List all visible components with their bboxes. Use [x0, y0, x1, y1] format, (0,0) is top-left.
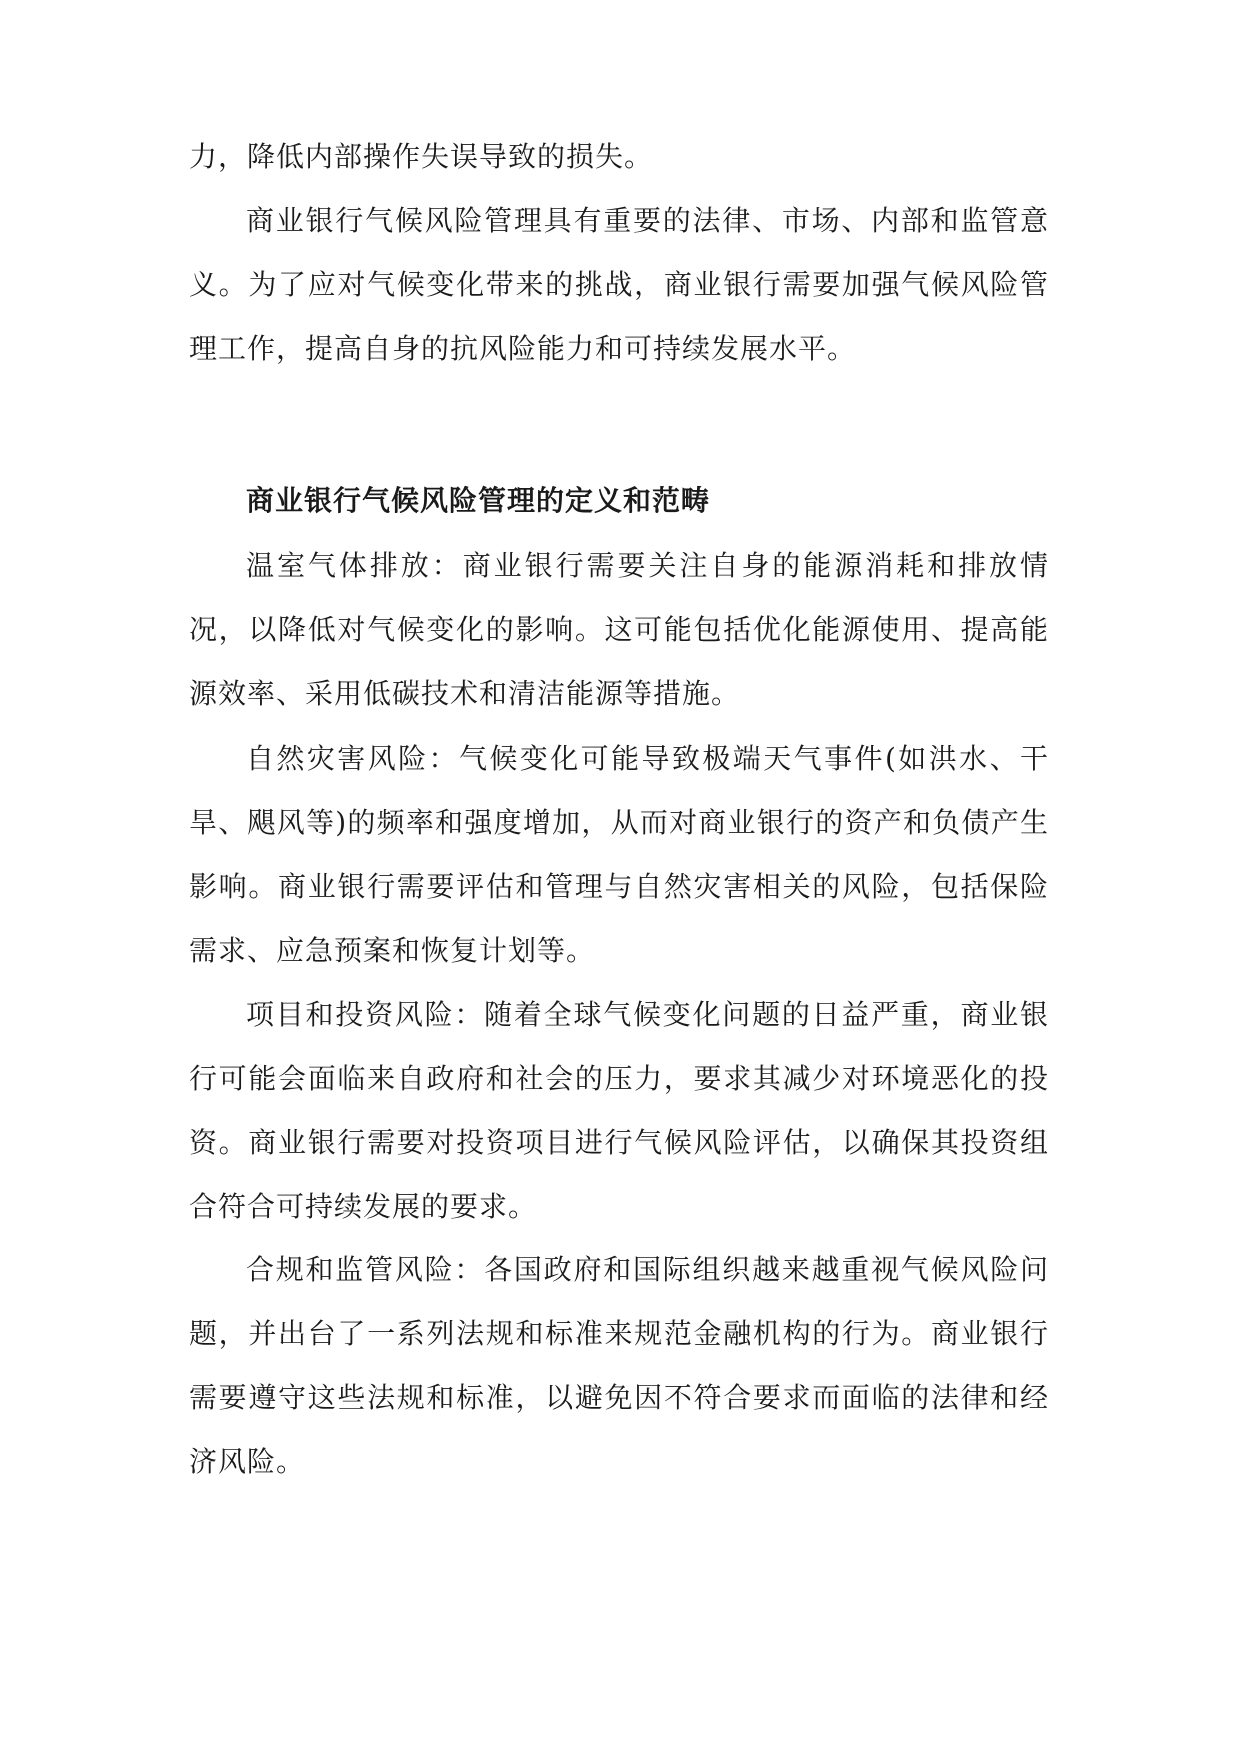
paragraph-natural-disaster-risk: 自然灾害风险：气候变化可能导致极端天气事件(如洪水、干旱、飓风等)的频率和强度增加，从而对商业银行的资产和负债产生影响。商业银行需要评估和管理与自然灾害相关的风险，包括保险需求、应急预案和恢复计划等。: [189, 742, 1049, 967]
section-heading: 商业银行气候风险管理的定义和范畴: [246, 484, 711, 517]
paragraph-continuation: 力，降低内部操作失误导致的损失。: [189, 140, 654, 173]
paragraph-compliance-regulatory-risk: 合规和监管风险：各国政府和国际组织越来越重视气候风险问题，并出台了一系列法规和标准来规范金融机构的行为。商业银行需要遵守这些法规和标准，以避免因不符合要求而面临的法律和经济风险。: [189, 1253, 1049, 1478]
paragraph-project-investment-risk: 项目和投资风险：随着全球气候变化问题的日益严重，商业银行可能会面临来自政府和社会的压力，要求其减少对环境恶化的投资。商业银行需要对投资项目进行气候风险评估，以确保其投资组合符合可持续发展的要求。: [189, 998, 1049, 1223]
paragraph-greenhouse-emissions: 温室气体排放：商业银行需要关注自身的能源消耗和排放情况，以降低对气候变化的影响。这可能包括优化能源使用、提高能源效率、采用低碳技术和清洁能源等措施。: [189, 549, 1049, 710]
paragraph-significance: 商业银行气候风险管理具有重要的法律、市场、内部和监管意义。为了应对气候变化带来的挑战，商业银行需要加强气候风险管理工作，提高自身的抗风险能力和可持续发展水平。: [189, 204, 1049, 365]
